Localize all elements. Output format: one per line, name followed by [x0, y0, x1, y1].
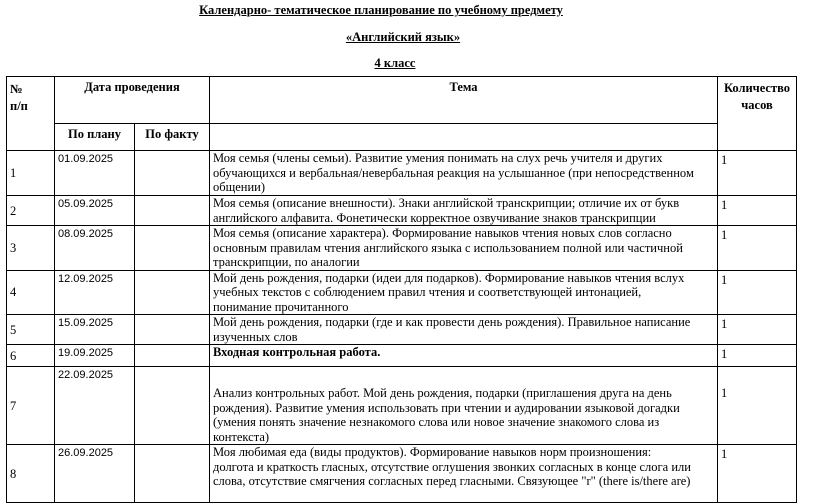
row-date-plan: 05.09.2025 — [55, 196, 135, 226]
row-topic-line: общении) — [213, 180, 266, 194]
row-topic-line: учебных текстов с соблюдением правил чтения и соответствующей интонацией, — [213, 285, 642, 299]
row-hours: 1 — [718, 315, 797, 345]
row-topic-line: контекста) — [213, 429, 270, 444]
row-hours: 1 — [718, 445, 797, 503]
row-topic — [210, 367, 718, 445]
row-date-plan: 22.09.2025 — [55, 367, 135, 445]
grade-title: 4 класс — [374, 56, 416, 70]
row-topic-line: Мой день рождения, подарки (идеи для подарков). Формирование навыков чтения вслух — [213, 270, 685, 285]
subheader-topic-empty — [210, 124, 718, 151]
row-topic-line: слова, отсутствие смягчения согласных перед гласными. Связующее "r" (there is/there are) — [213, 474, 691, 488]
row-topic-line: обучающихся и вербальная/невербальная реакция на услышанное (при непосредственном — [213, 165, 694, 180]
row-topic-line: Анализ контрольных работ. Мой день рождения, подарки (приглашения друга на день — [213, 386, 672, 400]
row-topic-line: долгота и краткость гласных, отсутствие оглушения звонких согласных в конце слога или — [213, 459, 691, 474]
column-header-number-line2: п/п — [10, 99, 28, 113]
row-topic — [210, 196, 718, 226]
row-number: 3 — [7, 226, 55, 271]
column-header-date: Дата проведения — [55, 77, 210, 124]
row-date-plan: 19.09.2025 — [55, 345, 135, 367]
column-header-number — [7, 77, 55, 151]
row-topic-line: Моя семья (описание характера). Формирование навыков чтения новых слов согласно — [213, 226, 672, 240]
row-date-plan: 01.09.2025 — [55, 151, 135, 196]
row-topic — [210, 345, 718, 367]
row-number: 1 — [7, 151, 55, 196]
row-date-plan: 08.09.2025 — [55, 226, 135, 271]
table-subheader-row — [7, 124, 797, 151]
row-topic — [210, 151, 718, 196]
row-number: 7 — [7, 367, 55, 445]
row-number: 8 — [7, 445, 55, 503]
column-header-hours-line1: Количество — [723, 81, 791, 95]
row-topic-line: английского алфавита. Фонетически корректное озвучивание знаков транскрипции — [213, 210, 656, 225]
planning-table-body — [7, 77, 797, 503]
row-hours: 1 — [718, 367, 797, 445]
table-row — [7, 151, 797, 196]
table-row — [7, 270, 797, 315]
row-topic-line: Моя семья (члены семьи). Развитие умения понимать на слух речь учителя и других — [213, 151, 663, 165]
row-topic-line: понимание прочитанного — [213, 299, 349, 314]
row-topic-line: рождения). Развитие умения использовать при чтении и аудировании языковой догадки — [213, 400, 680, 415]
column-header-hours-line2: часов — [741, 98, 773, 112]
row-date-fact — [135, 345, 210, 367]
table-header-row — [7, 77, 797, 124]
row-topic — [210, 226, 718, 271]
row-topic-line: Входная контрольная работа. — [213, 345, 381, 359]
column-header-hours — [718, 77, 797, 151]
row-date-fact — [135, 226, 210, 271]
column-header-topic: Тема — [210, 77, 718, 124]
row-number: 5 — [7, 315, 55, 345]
row-number: 2 — [7, 196, 55, 226]
row-date-fact — [135, 196, 210, 226]
row-hours: 1 — [718, 270, 797, 315]
row-date-fact — [135, 270, 210, 315]
row-hours: 1 — [718, 196, 797, 226]
row-topic-line: изученных слов — [213, 329, 298, 344]
table-row — [7, 367, 797, 445]
subheader-by-fact: По факту — [135, 124, 210, 151]
row-topic-line: Моя любимая еда (виды продуктов). Формирование навыков норм произношения: — [213, 445, 652, 459]
row-number: 4 — [7, 270, 55, 315]
row-hours: 1 — [718, 345, 797, 367]
planning-table — [6, 76, 797, 503]
row-date-plan: 12.09.2025 — [55, 270, 135, 315]
row-date-fact — [135, 445, 210, 503]
table-row — [7, 315, 797, 345]
row-topic-line: (умения понять значение незнакомого слова или новое значение знакомого слова из — [213, 415, 660, 429]
table-row — [7, 445, 797, 503]
row-number: 6 — [7, 345, 55, 367]
row-date-plan: 26.09.2025 — [55, 445, 135, 503]
row-date-plan: 15.09.2025 — [55, 315, 135, 345]
row-hours: 1 — [718, 151, 797, 196]
column-header-number-line1: № — [10, 82, 23, 96]
row-topic-line: основным правилам чтения английского языка с использованием полной или частичной — [213, 240, 683, 255]
table-row — [7, 345, 797, 367]
row-date-fact — [135, 315, 210, 345]
row-topic — [210, 315, 718, 345]
subject-title: «Английский язык» — [345, 30, 461, 44]
row-topic-line: транскрипции, по аналогии — [213, 255, 360, 269]
table-row — [7, 196, 797, 226]
row-topic-line: Моя семья (описание внешности). Знаки английской транскрипции; отличие их от букв — [213, 196, 680, 210]
row-topic — [210, 270, 718, 315]
row-hours: 1 — [718, 226, 797, 271]
row-date-fact — [135, 151, 210, 196]
subheader-by-plan: По плану — [55, 124, 135, 151]
row-date-fact — [135, 367, 210, 445]
row-topic-line: Мой день рождения, подарки (где и как провести день рождения). Правильное написание — [213, 315, 691, 329]
table-row — [7, 226, 797, 271]
document-title: Календарно- тематическое планирование по учебному предмету — [199, 3, 563, 17]
row-topic — [210, 445, 718, 503]
